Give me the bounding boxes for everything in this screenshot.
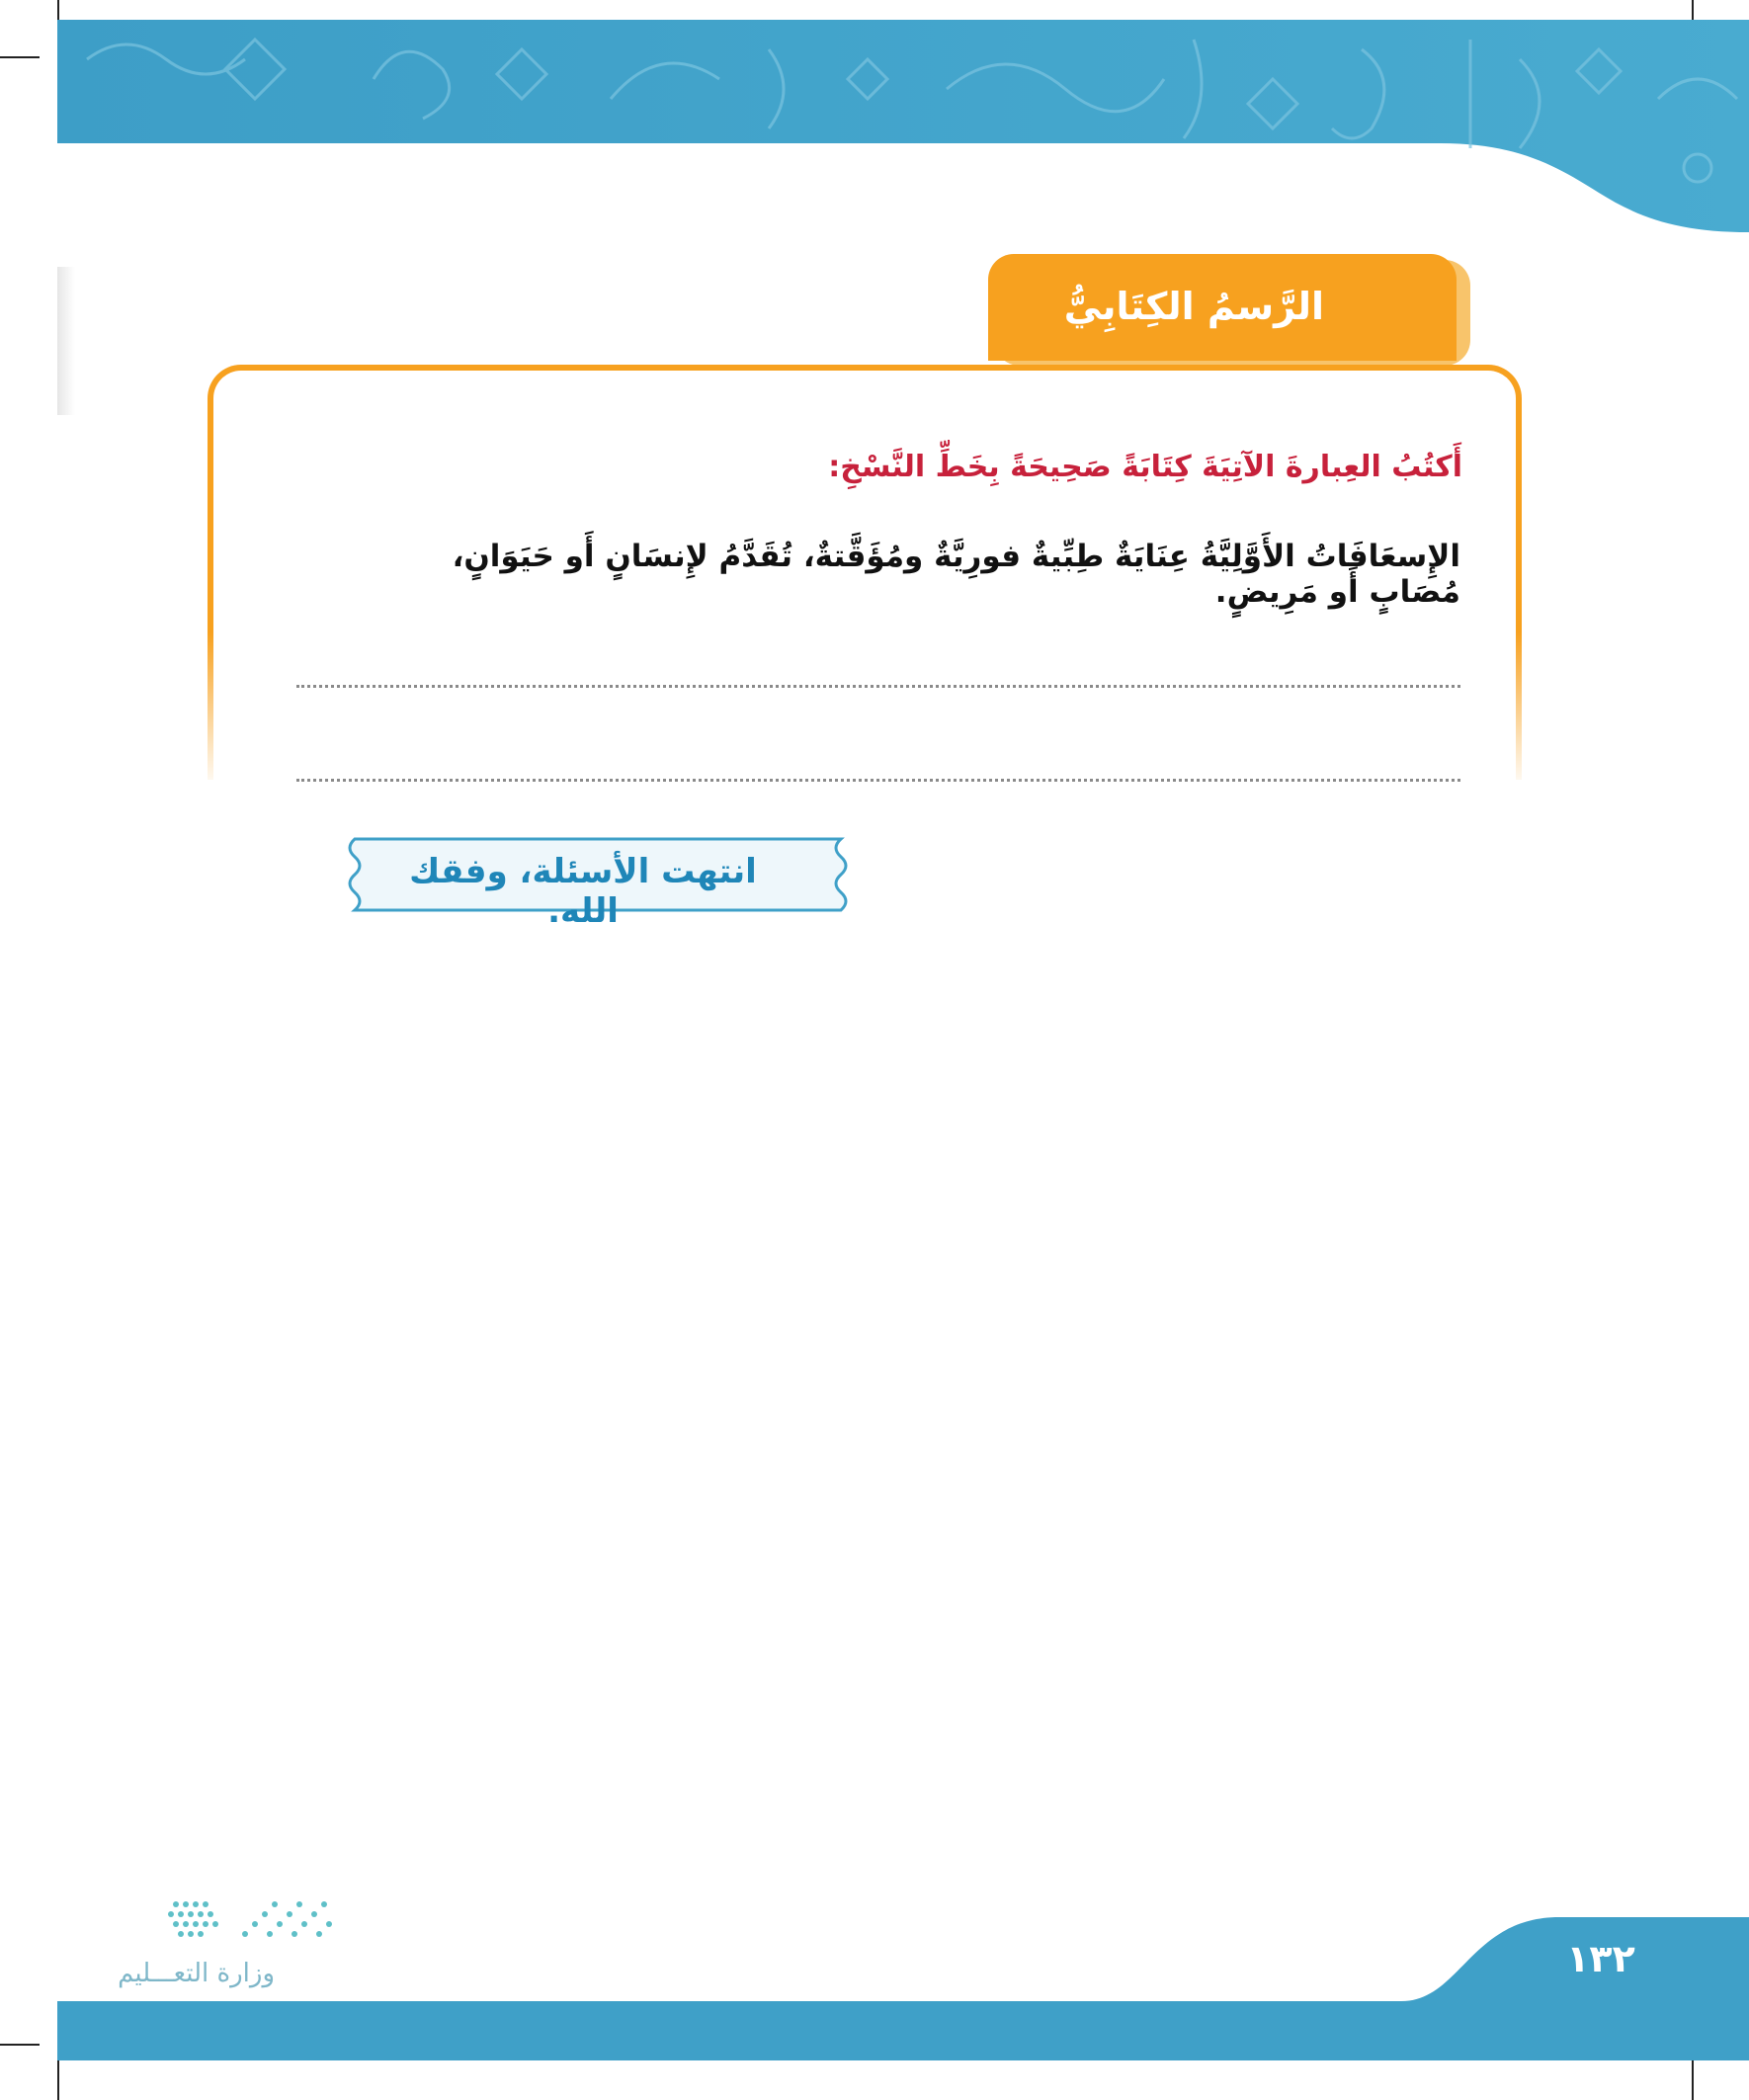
side-strip [57,267,75,415]
exercise-instruction: أَكتُبُ العِبارةَ الآتِيَةَ كِتَابَةً صَحِيحَةً بِخَطِّ النَّسْخِ: [828,450,1462,484]
end-note-text: انتهت الأسئلة، وفقك الله. [409,852,757,931]
header-band [57,20,1749,232]
page-number: ١٣٢ [1566,1937,1635,1980]
writing-line-2[interactable] [296,779,1460,782]
exercise-frame-fade [188,632,1541,791]
ministry-name: وزارة التعـــليم [118,1959,275,1988]
crop-mark [0,56,40,58]
crop-mark [0,2044,40,2046]
writing-line-1[interactable] [296,685,1460,688]
exercise-sentence: الإِسعَافَاتُ الأَوَّلِيَّةُ عِنَايَةٌ طِبِّيةٌ فورِيَّةٌ ومُؤَقَّتةٌ، تُقَدَّمُ لإِنسَانٍ أَو حَيَوَانٍ، مُصَابٍ أَو مَرِيضٍ. [452,539,1460,610]
section-title: الرَّسمُ الكِتَابِيُّ [1063,285,1324,328]
